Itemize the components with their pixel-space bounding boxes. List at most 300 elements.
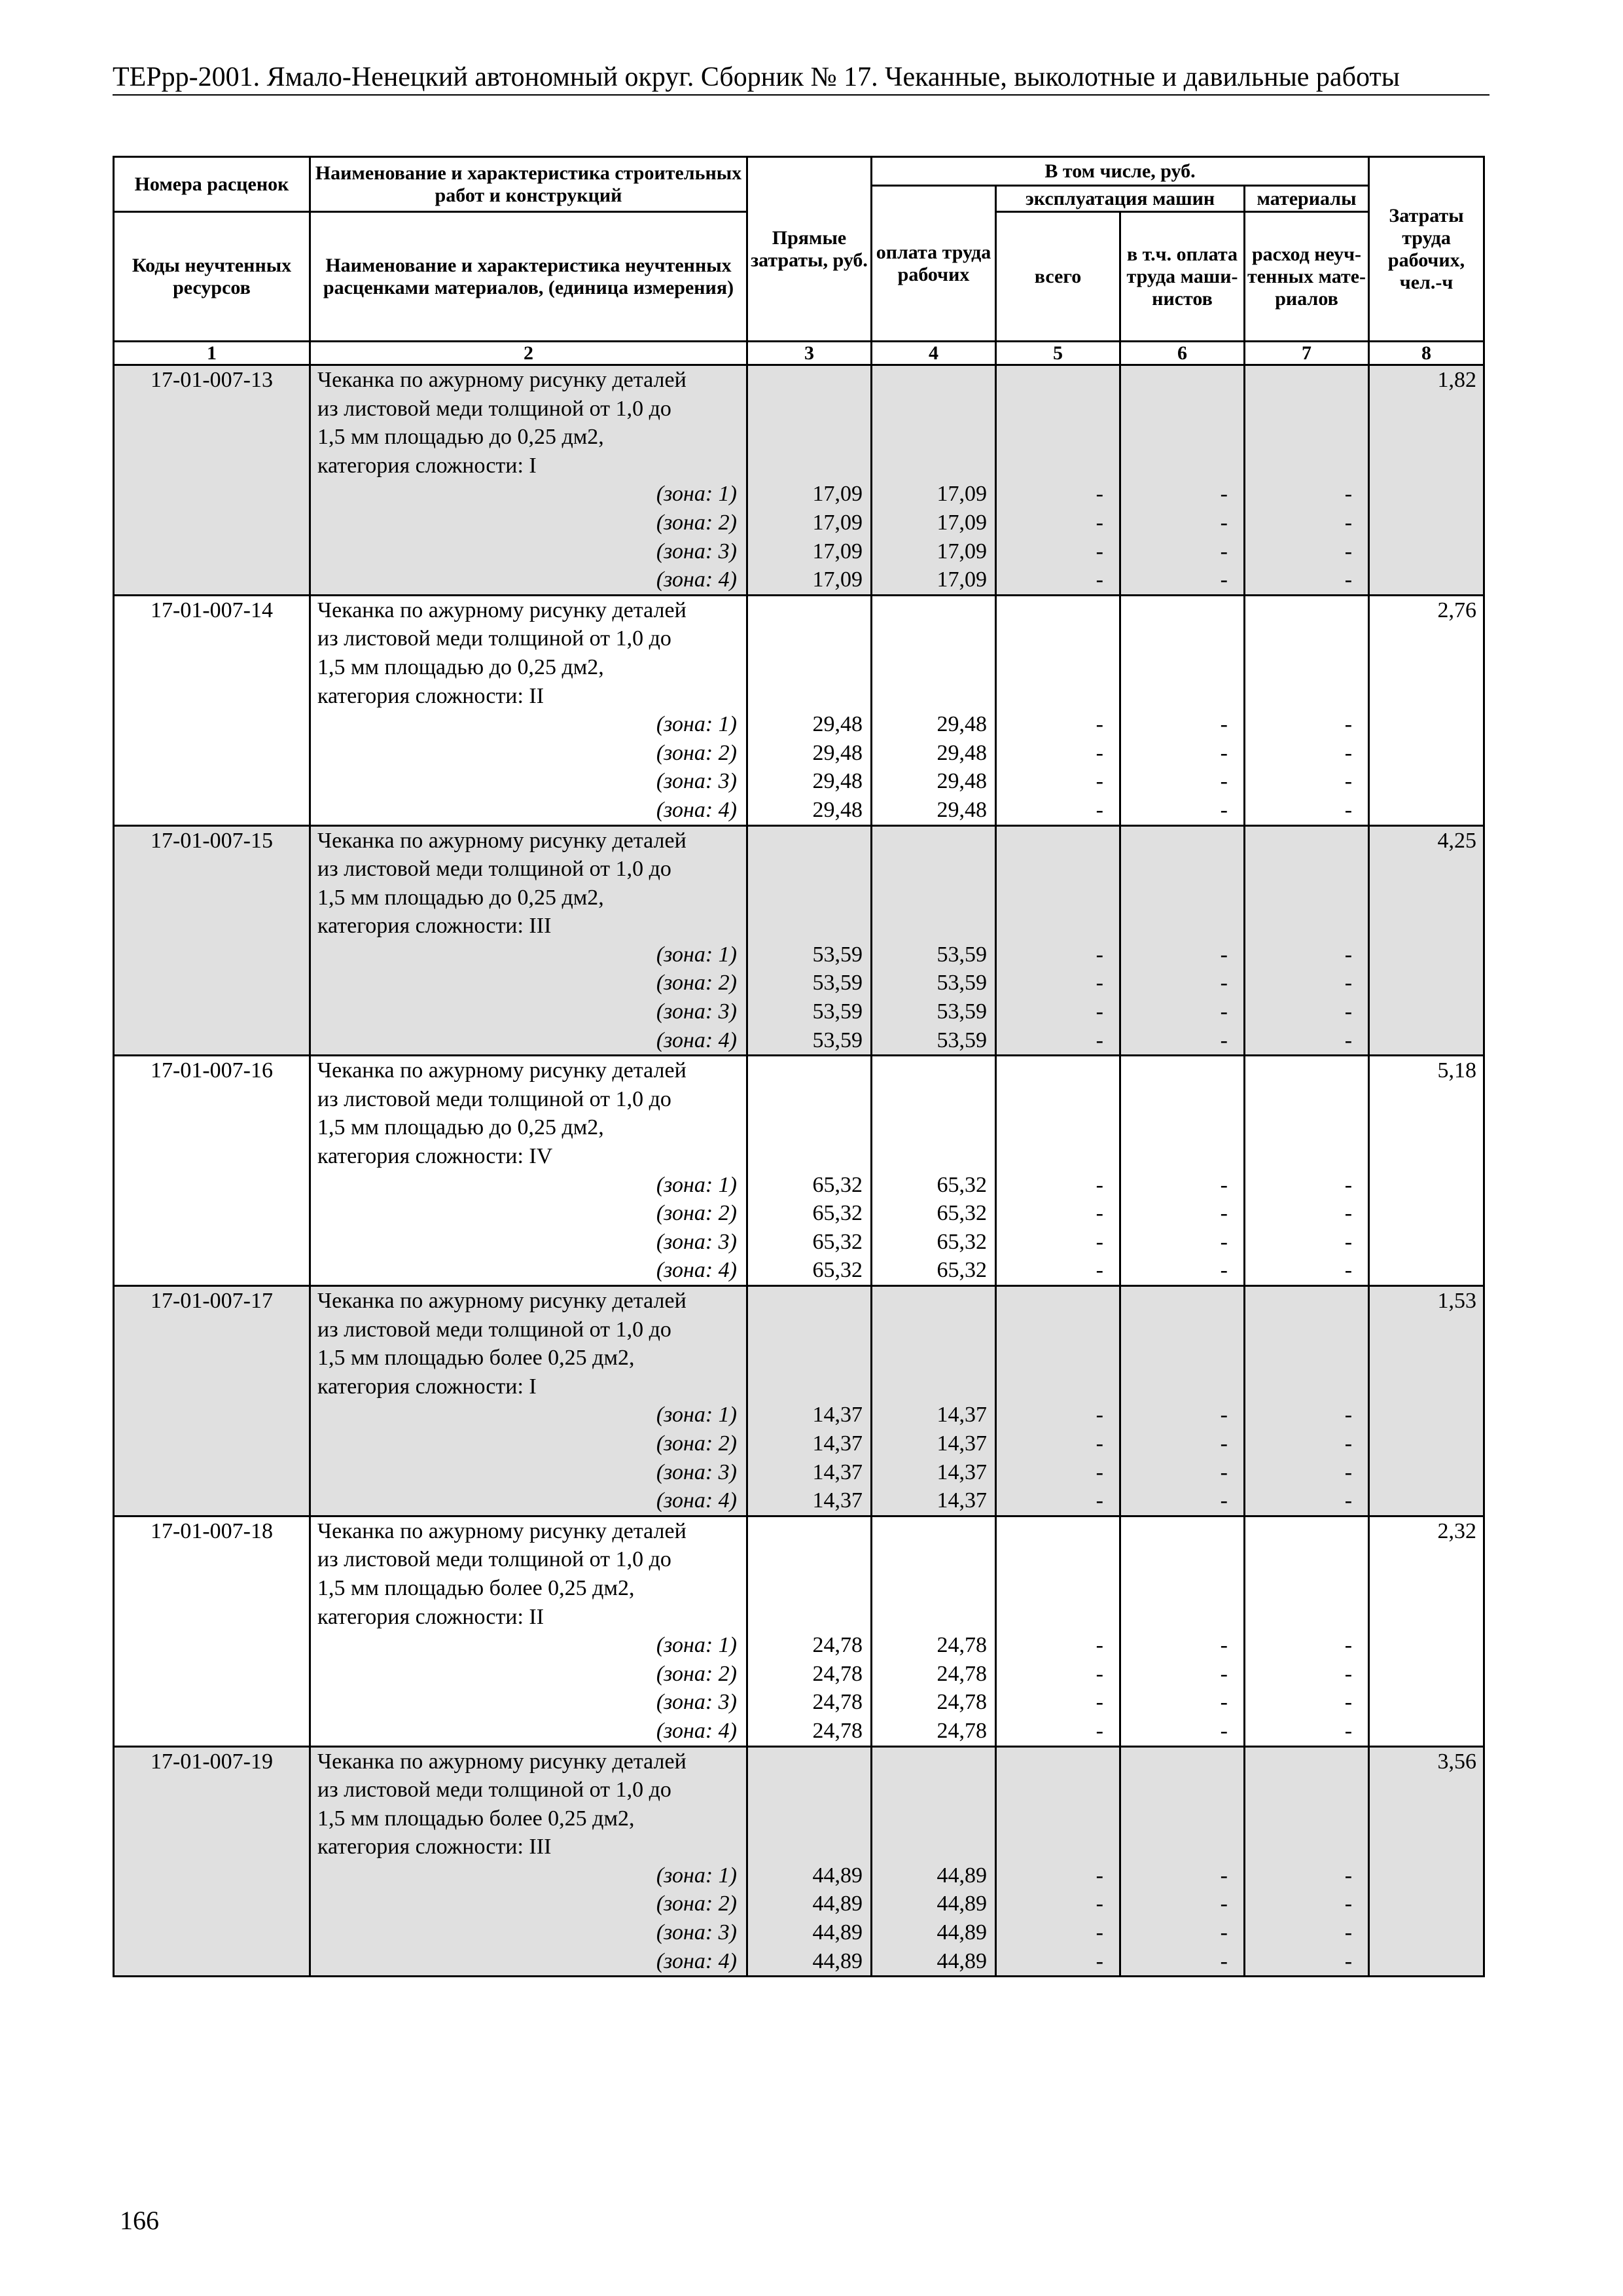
direct-cost-value: 29,48 bbox=[812, 769, 863, 794]
spacer bbox=[748, 1517, 863, 1546]
spacer bbox=[748, 1574, 863, 1603]
zone-label: (зона: 1) bbox=[656, 1172, 737, 1197]
spacer bbox=[1245, 1085, 1352, 1114]
materials-value: - bbox=[1344, 769, 1353, 794]
spacer bbox=[1121, 912, 1228, 941]
description-line: Чеканка по ажурному рисунку деталей bbox=[317, 598, 687, 622]
description-line: 1,5 мм площадью до 0,25 дм2, bbox=[317, 655, 604, 679]
direct-cost-value: 29,48 bbox=[812, 712, 863, 737]
spacer bbox=[1245, 912, 1352, 941]
wages-value: 44,89 bbox=[936, 1863, 987, 1888]
direct-cost-value: 14,37 bbox=[812, 1460, 863, 1484]
head-materials: материалы bbox=[1245, 186, 1369, 212]
spacer bbox=[872, 1056, 987, 1085]
wages-value: 24,78 bbox=[936, 1661, 987, 1686]
wages-value: 53,59 bbox=[936, 999, 987, 1024]
zone-label: (зона: 1) bbox=[656, 1633, 737, 1658]
spacer bbox=[1121, 1085, 1228, 1114]
head-unaccounted-materials: расход неуч-тенных мате-риалов bbox=[1245, 212, 1369, 342]
machines-value: - bbox=[1096, 1948, 1103, 1973]
head-wages: оплата труда рабочих bbox=[872, 186, 996, 342]
labor-cell bbox=[1369, 365, 1484, 596]
spacer bbox=[1121, 1344, 1228, 1372]
spacer bbox=[1245, 855, 1352, 884]
zone-label: (зона: 3) bbox=[656, 539, 737, 564]
machinist-wages-value: - bbox=[1220, 740, 1228, 765]
spacer bbox=[1245, 1776, 1352, 1804]
rate-code: 17-01-007-13 bbox=[151, 368, 273, 392]
spacer bbox=[872, 452, 987, 480]
spacer bbox=[997, 1545, 1103, 1574]
spacer bbox=[997, 855, 1103, 884]
spacer bbox=[1245, 452, 1352, 480]
spacer bbox=[748, 653, 863, 682]
spacer bbox=[1245, 1142, 1352, 1171]
spacer bbox=[872, 624, 987, 653]
spacer bbox=[872, 1545, 987, 1574]
spacer bbox=[872, 1142, 987, 1171]
labor-cell bbox=[1369, 1286, 1484, 1516]
spacer bbox=[872, 1517, 987, 1546]
machines-value: - bbox=[1096, 797, 1103, 822]
wages-value: 29,48 bbox=[936, 712, 987, 737]
labor-value: 1,82 bbox=[1437, 368, 1477, 392]
spacer bbox=[1245, 1545, 1352, 1574]
direct-cost-value-cell bbox=[747, 1056, 872, 1286]
spacer bbox=[997, 1344, 1103, 1372]
materials-value: - bbox=[1344, 1028, 1353, 1052]
wages-value: 65,32 bbox=[936, 1172, 987, 1197]
wages-value: 29,48 bbox=[936, 769, 987, 794]
spacer bbox=[997, 1287, 1103, 1316]
spacer bbox=[997, 827, 1103, 855]
spacer bbox=[997, 1776, 1103, 1804]
wages-value: 24,78 bbox=[936, 1718, 987, 1743]
machinist-wages-value: - bbox=[1220, 1431, 1228, 1456]
materials-value: - bbox=[1344, 1460, 1353, 1484]
description-line: Чеканка по ажурному рисунку деталей bbox=[317, 828, 687, 853]
wages-value: 53,59 bbox=[936, 1028, 987, 1052]
spacer bbox=[748, 1113, 863, 1142]
zone-label: (зона: 2) bbox=[656, 1201, 737, 1226]
machinist-wages-value: - bbox=[1220, 999, 1228, 1024]
spacer bbox=[997, 1517, 1103, 1546]
materials-value: - bbox=[1344, 539, 1353, 564]
machinist-wages-value: - bbox=[1220, 1488, 1228, 1513]
spacer bbox=[1245, 1316, 1352, 1344]
machines-value: - bbox=[1096, 769, 1103, 794]
spacer bbox=[748, 1085, 863, 1114]
machines-value-cell bbox=[996, 1746, 1120, 1977]
spacer bbox=[872, 1748, 987, 1776]
col-number: 2 bbox=[310, 342, 747, 365]
zone-label: (зона: 3) bbox=[656, 999, 737, 1024]
zone-label: (зона: 1) bbox=[656, 712, 737, 737]
machinist-wages-value: - bbox=[1220, 1258, 1228, 1283]
rates-table bbox=[113, 156, 1485, 1977]
spacer bbox=[748, 366, 863, 395]
materials-value: - bbox=[1344, 797, 1353, 822]
description-line: 1,5 мм площадью более 0,25 дм2, bbox=[317, 1806, 635, 1831]
spacer bbox=[1121, 1804, 1228, 1833]
labor-cell bbox=[1369, 1746, 1484, 1977]
wages-value-cell bbox=[872, 595, 996, 825]
materials-value: - bbox=[1344, 1431, 1353, 1456]
direct-cost-value: 14,37 bbox=[812, 1488, 863, 1513]
direct-cost-value: 65,32 bbox=[812, 1229, 863, 1254]
spacer bbox=[1245, 1113, 1352, 1142]
spacer bbox=[872, 884, 987, 912]
wages-value: 53,59 bbox=[936, 971, 987, 996]
page-number: 166 bbox=[120, 2206, 159, 2235]
machines-value: - bbox=[1096, 1718, 1103, 1743]
table-head bbox=[114, 157, 1484, 365]
materials-value: - bbox=[1344, 1488, 1353, 1513]
table-row bbox=[114, 1056, 1484, 1286]
spacer bbox=[1121, 1113, 1228, 1142]
machinist-wages-value: - bbox=[1220, 1892, 1228, 1916]
machines-value-cell bbox=[996, 1516, 1120, 1746]
spacer bbox=[1245, 1748, 1352, 1776]
machines-value: - bbox=[1096, 740, 1103, 765]
labor-value: 5,18 bbox=[1437, 1058, 1477, 1083]
materials-value: - bbox=[1344, 1633, 1353, 1658]
spacer bbox=[997, 1748, 1103, 1776]
table-row bbox=[114, 1286, 1484, 1516]
spacer bbox=[872, 1574, 987, 1603]
wages-value: 14,37 bbox=[936, 1460, 987, 1484]
wages-value-cell bbox=[872, 1056, 996, 1286]
spacer bbox=[1245, 653, 1352, 682]
wages-value: 24,78 bbox=[936, 1690, 987, 1715]
spacer bbox=[748, 395, 863, 423]
description-line: категория сложности: III bbox=[317, 914, 552, 939]
machines-value: - bbox=[1096, 1633, 1103, 1658]
spacer bbox=[748, 423, 863, 452]
zone-label: (зона: 3) bbox=[656, 1229, 737, 1254]
spacer bbox=[872, 1085, 987, 1114]
direct-cost-value: 65,32 bbox=[812, 1201, 863, 1226]
zone-label: (зона: 4) bbox=[656, 1718, 737, 1743]
spacer bbox=[1245, 1372, 1352, 1401]
spacer bbox=[997, 624, 1103, 653]
labor-cell bbox=[1369, 825, 1484, 1056]
description-line: 1,5 мм площадью до 0,25 дм2, bbox=[317, 425, 604, 450]
description-line: категория сложности: I bbox=[317, 453, 537, 478]
spacer bbox=[1121, 1776, 1228, 1804]
spacer bbox=[748, 1344, 863, 1372]
machines-value: - bbox=[1096, 510, 1103, 535]
spacer bbox=[748, 452, 863, 480]
description-cell bbox=[310, 1746, 747, 1977]
description-line: категория сложности: IV bbox=[317, 1144, 553, 1169]
spacer bbox=[1121, 1603, 1228, 1632]
direct-cost-value: 14,37 bbox=[812, 1403, 863, 1427]
running-header: ТЕРрр-2001. Ямало-Ненецкий автономный округ. Сборник № 17. Чеканные, выколотные и давильные работы bbox=[113, 62, 1400, 92]
head-machine-wages: в т.ч. оплата труда маши-нистов bbox=[1120, 212, 1245, 342]
wages-value: 17,09 bbox=[936, 510, 987, 535]
wages-value: 24,78 bbox=[936, 1633, 987, 1658]
spacer bbox=[1121, 653, 1228, 682]
direct-cost-value: 44,89 bbox=[812, 1863, 863, 1888]
rate-code: 17-01-007-19 bbox=[151, 1749, 273, 1774]
spacer bbox=[997, 366, 1103, 395]
spacer bbox=[748, 855, 863, 884]
machines-value: - bbox=[1096, 712, 1103, 737]
spacer bbox=[748, 1056, 863, 1085]
zone-label: (зона: 1) bbox=[656, 1403, 737, 1427]
materials-value: - bbox=[1344, 1718, 1353, 1743]
wages-value: 65,32 bbox=[936, 1201, 987, 1226]
machinist-wages-value-cell bbox=[1120, 1056, 1245, 1286]
labor-cell bbox=[1369, 1056, 1484, 1286]
direct-cost-value: 17,09 bbox=[812, 482, 863, 507]
zone-label: (зона: 4) bbox=[656, 1948, 737, 1973]
description-line: из листовой меди толщиной от 1,0 до bbox=[317, 857, 671, 882]
description-line: Чеканка по ажурному рисунку деталей bbox=[317, 1749, 687, 1774]
spacer bbox=[748, 1603, 863, 1632]
zone-label: (зона: 3) bbox=[656, 769, 737, 794]
spacer bbox=[997, 912, 1103, 941]
direct-cost-value: 44,89 bbox=[812, 1892, 863, 1916]
spacer bbox=[872, 1113, 987, 1142]
spacer bbox=[748, 596, 863, 625]
zone-label: (зона: 4) bbox=[656, 1488, 737, 1513]
spacer bbox=[1121, 395, 1228, 423]
spacer bbox=[1245, 827, 1352, 855]
rate-code-cell bbox=[114, 825, 310, 1056]
spacer bbox=[872, 682, 987, 711]
labor-value: 2,32 bbox=[1437, 1518, 1477, 1543]
machinist-wages-value: - bbox=[1220, 942, 1228, 967]
spacer bbox=[1245, 884, 1352, 912]
spacer bbox=[748, 884, 863, 912]
spacer bbox=[997, 1833, 1103, 1861]
materials-value-cell bbox=[1245, 365, 1369, 596]
direct-cost-value: 14,37 bbox=[812, 1431, 863, 1456]
spacer bbox=[1121, 452, 1228, 480]
direct-cost-value: 24,78 bbox=[812, 1690, 863, 1715]
col-number: 5 bbox=[996, 342, 1120, 365]
direct-cost-value: 53,59 bbox=[812, 942, 863, 967]
spacer bbox=[1121, 1833, 1228, 1861]
rate-code-cell bbox=[114, 1746, 310, 1977]
description-line: Чеканка по ажурному рисунку деталей bbox=[317, 1518, 687, 1543]
description-line: категория сложности: II bbox=[317, 683, 544, 708]
spacer bbox=[997, 1316, 1103, 1344]
zone-label: (зона: 4) bbox=[656, 1258, 737, 1283]
description-cell bbox=[310, 1286, 747, 1516]
machines-value: - bbox=[1096, 539, 1103, 564]
machines-value: - bbox=[1096, 567, 1103, 592]
spacer bbox=[748, 1833, 863, 1861]
spacer bbox=[748, 1316, 863, 1344]
description-line: из листовой меди толщиной от 1,0 до bbox=[317, 396, 671, 421]
spacer bbox=[748, 827, 863, 855]
machines-value-cell bbox=[996, 825, 1120, 1056]
spacer bbox=[748, 1545, 863, 1574]
labor-value: 1,53 bbox=[1437, 1289, 1477, 1313]
machines-value: - bbox=[1096, 999, 1103, 1024]
wages-value-cell bbox=[872, 1746, 996, 1977]
direct-cost-value: 24,78 bbox=[812, 1633, 863, 1658]
rate-code-cell bbox=[114, 595, 310, 825]
labor-value: 2,76 bbox=[1437, 598, 1477, 622]
wages-value: 14,37 bbox=[936, 1488, 987, 1513]
wages-value: 44,89 bbox=[936, 1920, 987, 1945]
spacer bbox=[997, 395, 1103, 423]
spacer bbox=[748, 624, 863, 653]
spacer bbox=[997, 1603, 1103, 1632]
wages-value-cell bbox=[872, 1516, 996, 1746]
machines-value-cell bbox=[996, 595, 1120, 825]
spacer bbox=[997, 682, 1103, 711]
machines-value-cell bbox=[996, 1286, 1120, 1516]
description-line: из листовой меди толщиной от 1,0 до bbox=[317, 1086, 671, 1111]
zone-label: (зона: 3) bbox=[656, 1460, 737, 1484]
machines-value: - bbox=[1096, 1028, 1103, 1052]
materials-value: - bbox=[1344, 740, 1353, 765]
spacer bbox=[872, 366, 987, 395]
zone-label: (зона: 4) bbox=[656, 797, 737, 822]
spacer bbox=[1245, 1804, 1352, 1833]
spacer bbox=[872, 1603, 987, 1632]
description-line: категория сложности: III bbox=[317, 1835, 552, 1859]
machines-value: - bbox=[1096, 1661, 1103, 1686]
materials-value: - bbox=[1344, 1892, 1353, 1916]
materials-value: - bbox=[1344, 1863, 1353, 1888]
spacer bbox=[1121, 624, 1228, 653]
machines-value: - bbox=[1096, 1863, 1103, 1888]
spacer bbox=[872, 1776, 987, 1804]
direct-cost-value: 65,32 bbox=[812, 1172, 863, 1197]
direct-cost-value: 29,48 bbox=[812, 740, 863, 765]
machinist-wages-value: - bbox=[1220, 1863, 1228, 1888]
machines-value: - bbox=[1096, 1460, 1103, 1484]
direct-cost-value: 53,59 bbox=[812, 971, 863, 996]
machines-value-cell bbox=[996, 1056, 1120, 1286]
rate-code-cell bbox=[114, 365, 310, 596]
labor-cell bbox=[1369, 595, 1484, 825]
machines-value: - bbox=[1096, 1229, 1103, 1254]
spacer bbox=[748, 682, 863, 711]
wages-value: 17,09 bbox=[936, 567, 987, 592]
spacer bbox=[997, 1804, 1103, 1833]
spacer bbox=[748, 1287, 863, 1316]
col-number: 7 bbox=[1245, 342, 1369, 365]
table-row bbox=[114, 365, 1484, 596]
machinist-wages-value: - bbox=[1220, 971, 1228, 996]
materials-value-cell bbox=[1245, 1746, 1369, 1977]
machinist-wages-value-cell bbox=[1120, 595, 1245, 825]
materials-value: - bbox=[1344, 1258, 1353, 1283]
machinist-wages-value: - bbox=[1220, 1920, 1228, 1945]
spacer bbox=[1121, 1574, 1228, 1603]
machines-value: - bbox=[1096, 1690, 1103, 1715]
direct-cost-value-cell bbox=[747, 825, 872, 1056]
materials-value-cell bbox=[1245, 825, 1369, 1056]
materials-value: - bbox=[1344, 1690, 1353, 1715]
materials-value-cell bbox=[1245, 1516, 1369, 1746]
machines-value: - bbox=[1096, 1201, 1103, 1226]
rate-code: 17-01-007-16 bbox=[151, 1058, 273, 1083]
wages-value: 44,89 bbox=[936, 1948, 987, 1973]
zone-label: (зона: 2) bbox=[656, 1431, 737, 1456]
labor-value: 4,25 bbox=[1437, 828, 1477, 853]
spacer bbox=[1121, 1372, 1228, 1401]
spacer bbox=[872, 912, 987, 941]
head-including: В том числе, руб. bbox=[872, 157, 1369, 186]
materials-value: - bbox=[1344, 567, 1353, 592]
machinist-wages-value: - bbox=[1220, 712, 1228, 737]
wages-value: 17,09 bbox=[936, 539, 987, 564]
direct-cost-value: 53,59 bbox=[812, 999, 863, 1024]
zone-label: (зона: 1) bbox=[656, 942, 737, 967]
wages-value: 14,37 bbox=[936, 1431, 987, 1456]
spacer bbox=[1121, 1545, 1228, 1574]
zone-label: (зона: 3) bbox=[656, 1690, 737, 1715]
machinist-wages-value: - bbox=[1220, 769, 1228, 794]
direct-cost-value: 17,09 bbox=[812, 539, 863, 564]
spacer bbox=[1121, 596, 1228, 625]
zone-label: (зона: 2) bbox=[656, 740, 737, 765]
materials-value: - bbox=[1344, 942, 1353, 967]
spacer bbox=[872, 1804, 987, 1833]
head-machine-operation: эксплуатация машин bbox=[996, 186, 1245, 212]
materials-value: - bbox=[1344, 1201, 1353, 1226]
spacer bbox=[872, 596, 987, 625]
spacer bbox=[997, 596, 1103, 625]
spacer bbox=[872, 1372, 987, 1401]
machines-value-cell bbox=[996, 365, 1120, 596]
materials-value-cell bbox=[1245, 1286, 1369, 1516]
direct-cost-value-cell bbox=[747, 1516, 872, 1746]
spacer bbox=[1121, 1056, 1228, 1085]
machines-value: - bbox=[1096, 482, 1103, 507]
direct-cost-value: 44,89 bbox=[812, 1920, 863, 1945]
head-material-name: Наименование и характеристика неучтенных расценками материалов, (единица измерения) bbox=[310, 212, 747, 342]
rate-code: 17-01-007-18 bbox=[151, 1518, 273, 1543]
zone-label: (зона: 2) bbox=[656, 971, 737, 996]
machines-value: - bbox=[1096, 1892, 1103, 1916]
zone-label: (зона: 1) bbox=[656, 1863, 737, 1888]
spacer bbox=[1245, 596, 1352, 625]
spacer bbox=[997, 1372, 1103, 1401]
labor-cell bbox=[1369, 1516, 1484, 1746]
materials-value: - bbox=[1344, 1948, 1353, 1973]
materials-value: - bbox=[1344, 482, 1353, 507]
rate-code: 17-01-007-15 bbox=[151, 828, 273, 853]
description-line: из листовой меди толщиной от 1,0 до bbox=[317, 1778, 671, 1803]
zone-label: (зона: 2) bbox=[656, 510, 737, 535]
machinist-wages-value: - bbox=[1220, 1201, 1228, 1226]
materials-value: - bbox=[1344, 712, 1353, 737]
direct-cost-value-cell bbox=[747, 595, 872, 825]
spacer bbox=[1121, 884, 1228, 912]
description-line: 1,5 мм площадью до 0,25 дм2, bbox=[317, 1115, 604, 1140]
labor-value: 3,56 bbox=[1437, 1749, 1477, 1774]
description-line: 1,5 мм площадью до 0,25 дм2, bbox=[317, 885, 604, 910]
direct-cost-value: 44,89 bbox=[812, 1948, 863, 1973]
machines-value: - bbox=[1096, 1258, 1103, 1283]
rate-code-cell bbox=[114, 1516, 310, 1746]
direct-cost-value-cell bbox=[747, 1286, 872, 1516]
spacer bbox=[872, 1833, 987, 1861]
spacer bbox=[1245, 366, 1352, 395]
machinist-wages-value: - bbox=[1220, 567, 1228, 592]
spacer bbox=[1245, 1517, 1352, 1546]
spacer bbox=[1121, 1748, 1228, 1776]
